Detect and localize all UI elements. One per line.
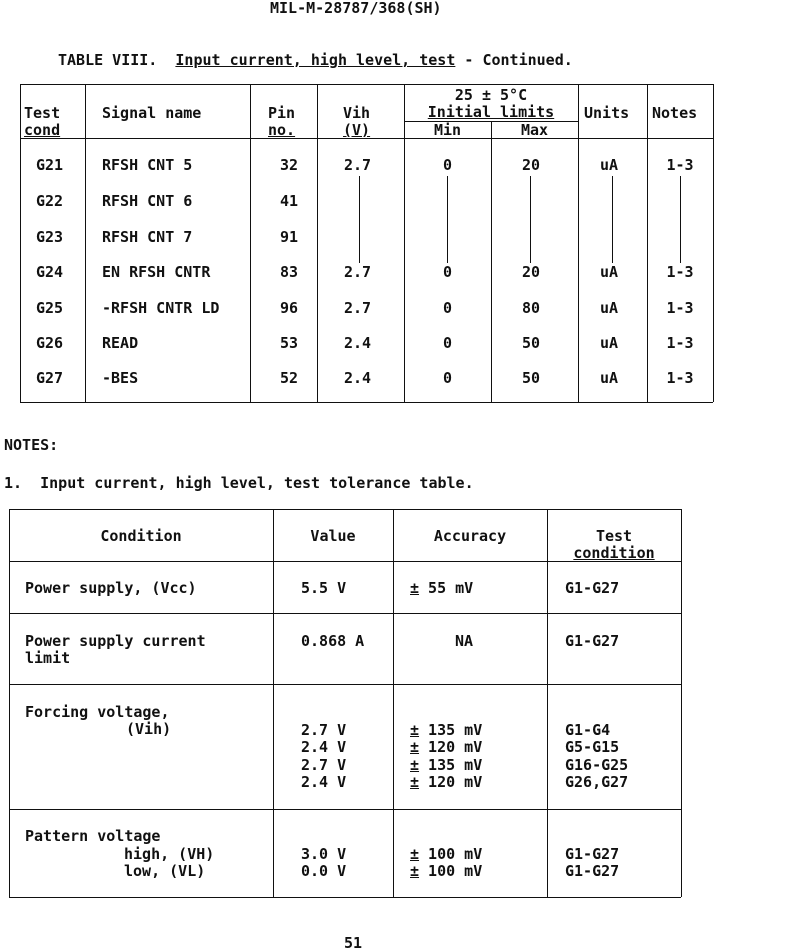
cell-min: 0 [442,299,453,317]
cell-signal: -BES [102,369,139,387]
cell-cond: G26 [36,334,64,352]
cell-pin: 83 [280,263,299,281]
header-accuracy: Accuracy [433,527,507,545]
cell-min: 0 [442,263,453,281]
header-condition: Condition [100,527,182,545]
table-title [58,52,573,69]
table-title-prefix: TABLE VIII. [58,51,158,69]
cell-signal: RFSH CNT 5 [102,156,193,174]
cell-vih: 2.7 [344,156,372,174]
cell-cond: G24 [36,263,64,281]
cell-vih: 2.4 [344,369,372,387]
header-pin-2: no. [268,121,296,139]
ditto-line-max [530,176,531,263]
cell-signal: -RFSH CNTR LD [102,299,220,317]
value-cell: 3.0 V [301,845,347,863]
note-1-number: 1. [4,474,23,492]
note-1 [4,475,474,492]
test-condition-cell: G5-G15 [565,738,620,756]
document-id: MIL-M-28787/368(SH) [270,0,442,17]
notes-heading: NOTES: [4,436,59,454]
accuracy-cell: NA [454,632,474,650]
cell-min: 0 [442,334,453,352]
cell-notes: 1-3 [666,156,694,174]
ditto-line-vih [359,176,360,263]
test-condition-cell: G1-G27 [565,862,620,880]
plus-minus-symbol: ± [410,721,420,739]
plus-minus-symbol: ± [410,756,420,774]
value-cell: 2.4 V [301,738,347,756]
ditto-line-min [447,176,448,263]
cell-pin: 91 [280,228,299,246]
test-condition-cell: G1-G4 [565,721,611,739]
header-min: Min [433,121,462,139]
cell-pin: 52 [280,369,299,387]
accuracy-cell: ± 135 mV [410,756,483,774]
value-cell: 2.4 V [301,773,347,791]
cell-max: 50 [521,334,541,352]
accuracy-cell: ± 100 mV [410,845,483,863]
accuracy-cell: ± 120 mV [410,738,483,756]
cell-pin: 53 [280,334,299,352]
cell-cond: G22 [36,192,64,210]
cell-notes: 1-3 [666,299,694,317]
cell-notes: 1-3 [666,334,694,352]
cell-max: 80 [521,299,541,317]
cell-vih: 2.4 [344,334,372,352]
test-condition-cell: G26,G27 [565,773,629,791]
cell-units: uA [599,299,619,317]
condition-cell: Pattern voltage [25,827,161,845]
page-number: 51 [344,934,363,952]
header-max: Max [520,121,549,139]
header-units: Units [584,104,630,122]
cell-units: uA [599,263,619,281]
cell-notes: 1-3 [666,369,694,387]
plus-minus-symbol: ± [410,773,420,791]
header-vih: Vih [343,104,371,122]
test-condition-cell: G16-G25 [565,756,629,774]
condition-cell-line-2: high, (VH) [124,845,215,863]
header-notes: Notes [652,104,698,122]
table-title-text: Input current, high level, test [175,51,456,69]
accuracy-cell: ± 120 mV [410,773,483,791]
cell-vih: 2.7 [344,299,372,317]
value-cell: 5.5 V [301,579,347,597]
header-signal-name: Signal name [102,104,202,122]
plus-minus-symbol: ± [410,845,420,863]
value-cell: 0.868 A [301,632,365,650]
header-test: Test [595,527,633,545]
plus-minus-symbol: ± [410,579,420,597]
value-cell: 2.7 V [301,756,347,774]
cell-max: 50 [521,369,541,387]
cell-cond: G23 [36,228,64,246]
header-test-condition: condition [573,544,655,562]
cell-units: uA [599,334,619,352]
cell-min: 0 [442,156,453,174]
cell-max: 20 [521,156,541,174]
cell-pin: 96 [280,299,299,317]
condition-cell-line-2: limit [25,649,71,667]
test-condition-cell: G1-G27 [565,845,620,863]
condition-cell: Power supply current [25,632,206,650]
cell-signal: RFSH CNT 7 [102,228,193,246]
cell-cond: G27 [36,369,64,387]
header-temperature: 25 ± 5°C [454,86,528,104]
plus-minus-symbol: ± [410,862,420,880]
condition-cell: Power supply, (Vcc) [25,579,197,597]
test-condition-cell: G1-G27 [565,579,620,597]
cell-signal: READ [102,334,139,352]
plus-minus-symbol: ± [410,738,420,756]
condition-cell: Forcing voltage, [25,703,170,721]
accuracy-cell: ± 135 mV [410,721,483,739]
cell-max: 20 [521,263,541,281]
test-condition-cell: G1-G27 [565,632,620,650]
header-test-cond-2: cond [24,121,61,139]
cell-pin: 32 [280,156,299,174]
condition-cell-line-2: (Vih) [126,720,172,738]
cell-pin: 41 [280,192,299,210]
cell-signal: EN RFSH CNTR [102,263,211,281]
cell-vih: 2.7 [344,263,372,281]
header-vih-2: (V) [343,121,371,139]
value-cell: 0.0 V [301,862,347,880]
ditto-line-notes [680,176,681,263]
table-title-suffix: - Continued. [464,51,573,69]
cell-cond: G21 [36,156,64,174]
accuracy-cell: ± 55 mV [410,579,474,597]
header-pin: Pin [268,104,296,122]
accuracy-cell: ± 100 mV [410,862,483,880]
cell-units: uA [599,369,619,387]
cell-units: uA [599,156,619,174]
condition-cell-line-3: low, (VL) [124,862,206,880]
header-value: Value [310,527,356,545]
cell-signal: RFSH CNT 6 [102,192,193,210]
cell-min: 0 [442,369,453,387]
cell-cond: G25 [36,299,64,317]
ditto-line-units [612,176,613,263]
value-cell: 2.7 V [301,721,347,739]
cell-notes: 1-3 [666,263,694,281]
header-test-cond: Test [24,104,61,122]
header-initial-limits: Initial limits [427,103,555,121]
note-1-text: Input current, high level, test tolerance table. [40,474,474,492]
